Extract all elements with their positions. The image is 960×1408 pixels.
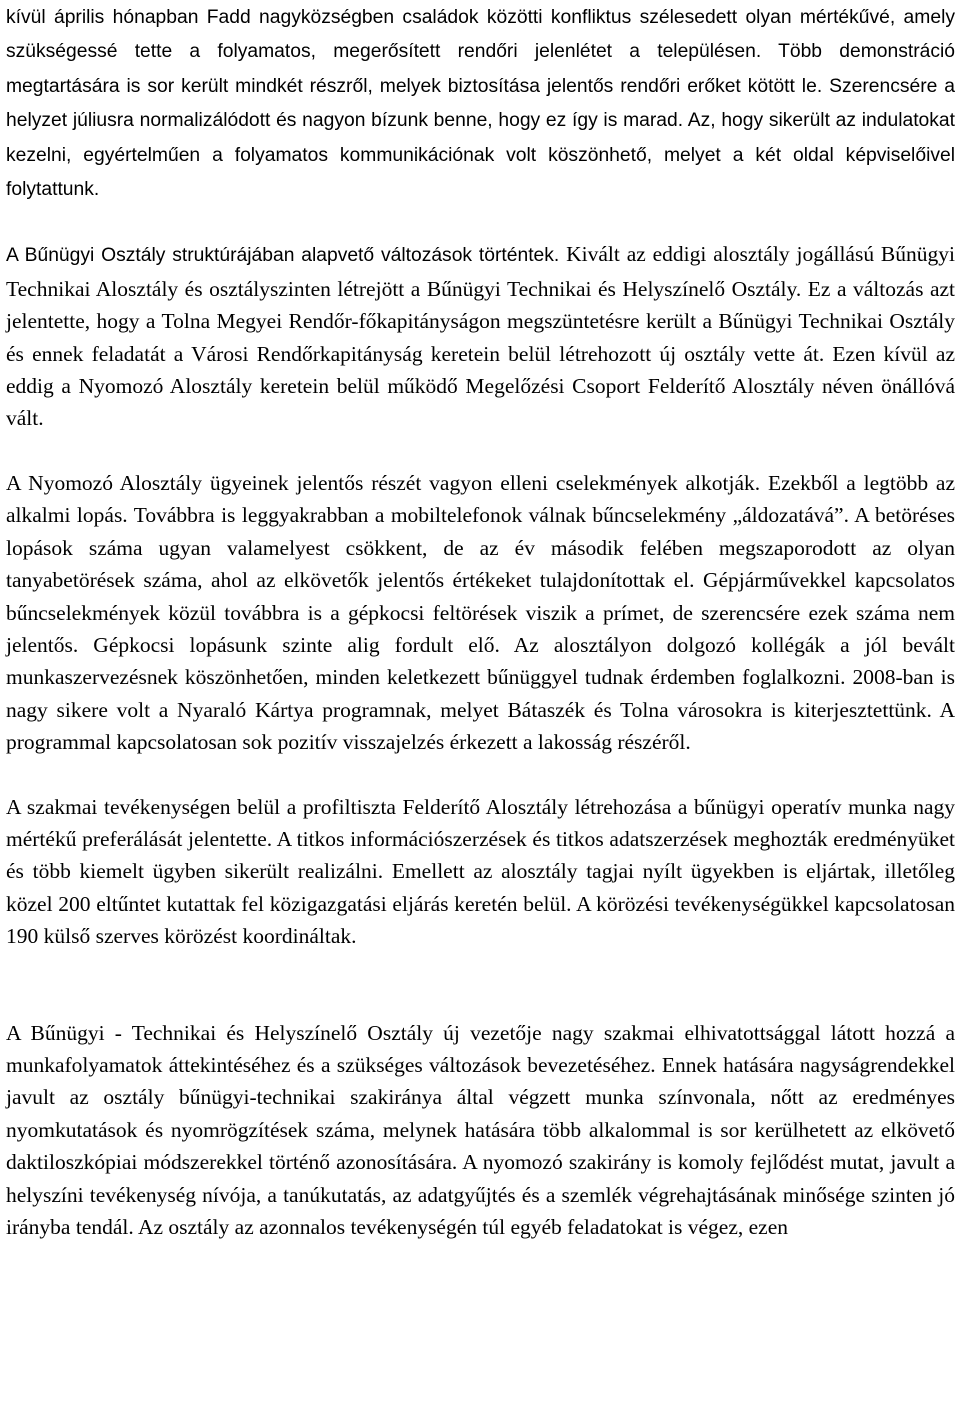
text-segment: kívül április hónapban Fadd nagyközségben családok közötti konfliktus szélesedett olyan mértékűvé, amely szükségessé tette a folyamatos, megerősített rendőri jelenlétet a településen. Több demonstráció megtartására is sor került mindkét részről, melyek biztosítása jelentős rendőri erőket kötött le. Szerencsére a helyzet júliusra normalizálódott és nagyon bízunk benne, hogy ez így is marad. Az, hogy sikerült az indulatokat kezelni, egyértelműen a folyamatos kommunikációnak volt köszönhető, melyet a két oldal képviselőivel folytattunk. <box>6 7 955 201</box>
paragraph-investigation-subdivision <box>6 467 955 759</box>
paragraph-spacer <box>6 759 955 791</box>
paragraph-spacer <box>6 206 955 238</box>
text-segment: A Nyomozó Alosztály ügyeinek jelentős részét vagyon elleni cselekmények alkotják. Ezekből a legtöbb az alkalmi lopás. Továbbra is leggyakrabban a mobiltelefonok válnak bűncselekmény „áldozatává”. A betöréses lopások száma ugyan valamelyest csökkent, de az év második felében megszaporodott az olyan tanyabetörések száma, ahol az elkövetők jelentős értékeket tulajdonítottak el. Gépjárművekkel kapcsolatos bűncselekmények közül továbbra is a gépkocsi feltörések viszik a prímet, de szerencsére ezek száma nem jelentős. Gépkocsi lopásunk szinte alig fordult elő. Az alosztályon dolgozó kollégák a jól bevált munkaszervezésnek köszönhetően, minden keletkezett bűnüggyel tudnak érdemben foglalkozni. 2008-ban is nagy sikere volt a Nyaraló Kártya programnak, melyet Bátaszék és Tolna városokra is kiterjesztettünk. A programmal kapcsolatosan sok pozitív visszajelzés érkezett a lakosság részéről. <box>6 470 955 755</box>
document-page <box>6 0 955 1243</box>
paragraph-technical-department <box>6 1017 955 1244</box>
paragraph-detective-subdivision <box>6 791 955 953</box>
paragraph-spacer <box>6 953 955 1017</box>
text-segment: A Bűnügyi Osztály struktúrájában alapvető változások történtek. <box>6 245 567 267</box>
text-segment: A Bűnügyi - Technikai és Helyszínelő Osztály új vezetője nagy szakmai elhivatottsággal látott hozzá a munkafolyamatok áttekintéséhez és a szükséges változások bevezetéséhez. Ennek hatására nagyságrendekkel javult az osztály bűnügyi-technikai szakiránya által végzett munka színvonala, nőtt az eredményes nyomkutatások és nyomrögzítések száma, melynek hatására több alkalommal is sor kerülhetett az elkövető daktiloszkópiai módszerekkel történő azonosítására. A nyomozó szakirány is komoly fejlődést mutat, javult a helyszíni tevékenység nívója, a tanúkutatás, az adatgyűjtés és a szemlék végrehajtásának minősége szinten jó irányba tendál. Az osztály az azonnalos tevékenységén túl egyéb feladatokat is végez, ezen <box>6 1020 955 1239</box>
paragraph-fadd-conflict <box>6 0 955 206</box>
text-segment: Kivált az eddigi alosztály jogállású Bűnügyi Technikai Alosztály és osztályszinten létrejött a Bűnügyi Technikai és Helyszínelő Osztály. Ez a változás azt jelentette, hogy a Tolna Megyei Rendőr-főkapitányságon megszüntetésre került a Bűnügyi Technikai Osztály és ennek feladatát a Városi Rendőrkapitányság keretein belül létrehozott új osztály vette át. Ezen kívül az eddig a Nyomozó Alosztály keretein belül működő Megelőzési Csoport Felderítő Alosztály néven önállóvá vált. <box>6 242 955 431</box>
paragraph-structure-changes <box>6 238 955 434</box>
paragraph-spacer <box>6 435 955 467</box>
text-segment: A szakmai tevékenységen belül a profiltiszta Felderítő Alosztály létrehozása a bűnügyi operatív munka nagy mértékű preferálását jelentette. A titkos információszerzések és titkos adatszerzések meghozták eredményüket és több kiemelt ügyben sikerült realizálni. Emellett az alosztály tagjai nyílt ügyekben is eljártak, illetőleg közel 200 eltűntet kutattak fel közigazgatási eljárás keretén belül. A körözési tevékenységükkel kapcsolatosan 190 külső szerves körözést koordináltak. <box>6 794 955 949</box>
